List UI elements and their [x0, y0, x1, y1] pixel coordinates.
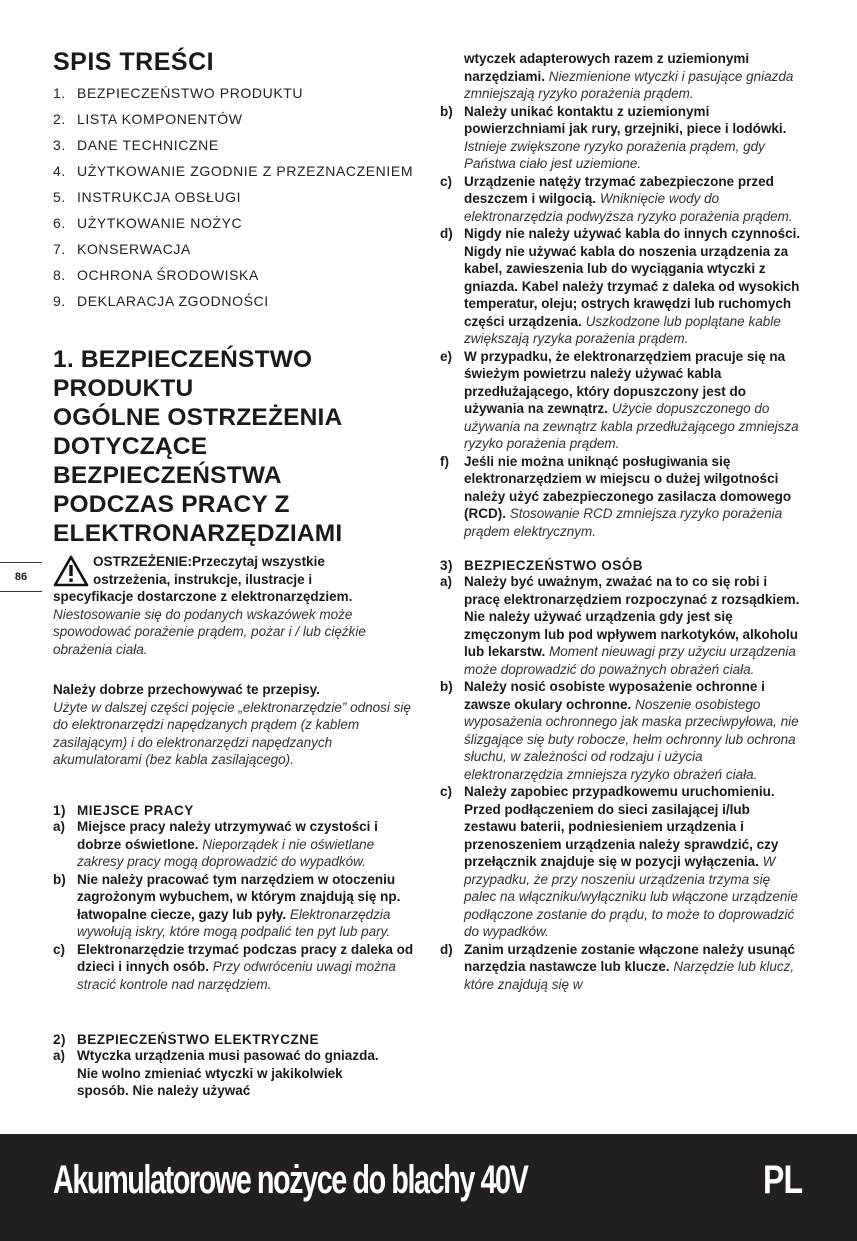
list-item: d) Nigdy nie należy używać kabla do innych czynności. Nigdy nie używać kabla do noszenia urządzenia za kabel, zawieszenia lub do wyciągania wtyczki z gniazda. Kabel należy trzymać z daleka od wysokich temperatur, oleju; ostrych krawędzi lub ruchomych części urządzenia. Uszkodzone lub poplątane kable zwiększają ryzyka porażenia prądem.	[440, 226, 801, 346]
warning-line: specyfikacje dostarczone z elektronarzędziem.	[53, 589, 353, 604]
list-item: d) Zanim urządzenie zostanie włączone należy usunąć narzędzia nastawcze lub klucze. Narzędzie lub klucz, które znajdują się w	[440, 941, 795, 992]
keep-instructions	[53, 681, 423, 769]
keep-heading: Należy dobrze przechowywać te przepisy.	[53, 682, 320, 697]
toc-item: 4. UŻYTKOWANIE ZGODNIE Z PRZEZNACZENIEM	[53, 163, 414, 179]
list-item: a) Należy być uważnym, zważać na to co się robi i pracę elektronarzędziem rozpoczynać z rozsądkiem. Nie należy używać urządzenia gdy jest się zmęczonym lub pod wpływem narkotyków, alkoholu lub lekarstw. Moment nieuwagi przy użyciu urządzenia może doprowadzić do poważnych obrażeń ciała.	[440, 574, 800, 677]
toc-item: 3. DANE TECHNICZNE	[53, 137, 219, 153]
list-item: c) Należy zapobiec przypadkowemu uruchomieniu. Przed podłączeniem do sieci zasilającej i/lub zestawu baterii, podniesieniem urządzenia i przenoszeniem urządzenia należy sprawdzić, czy przełącznik znajduje się w pozycji wyłączenia. W przypadku, że przy noszeniu urządzenia trzyma się palec na włączniku/wyłączniku lub włączone urządzenie podłączone zostanie do prądu, to może to doprowadzić do wypadków.	[440, 784, 798, 939]
warning-note: Niestosowanie się do podanych wskazówek może spowodować porażenie prądem, pożar i / lub ciężkie obrażenia ciała.	[53, 606, 366, 657]
right-column	[440, 50, 805, 993]
warning-triangle-icon	[53, 555, 89, 587]
toc-item: 9. DEKLARACJA ZGODNOŚCI	[53, 293, 269, 309]
table-of-contents	[53, 85, 423, 319]
list-item: a) Miejsce pracy należy utrzymywać w czystości i dobrze oświetlone. Nieporządek i nie oświetlane zakresy pracy mogą doprowadzić do wypadków.	[53, 819, 378, 869]
page-number: 86	[0, 562, 42, 592]
warning-heading: OSTRZEŻENIE:Przeczytaj wszystkie	[93, 554, 325, 569]
list-item-continued: wtyczek adapterowych razem z uziemionymi narzędziami. Niezmienione wtyczki i pasujące gniazda zmniejszają ryzyko porażenia prądem.	[464, 51, 794, 101]
toc-title: SPIS TREŚCI	[53, 48, 215, 76]
language-code: PL	[763, 1158, 803, 1202]
list-item: e) W przypadku, że elektronarzędziem pracuje się na świeżym powietrzu należy używać kabla przedłużającego, który dopuszczony jest do używania na zewnątrz. Użycie dopuszczonego do używania na zewnątrz kabla przedłużającego zmniejsza ryzyko porażenia prądem.	[440, 348, 799, 451]
workplace-section	[53, 803, 418, 993]
list-item: b) Należy nosić osobiste wyposażenie ochronne i zawsze okulary ochronne. Noszenie osobistego wyposażenia ochronnego jak maska przeciwpyłowa, nie ślizgające się buty robocze, hełm ochronny lub ochrona słuchu, w zależności od rodzaju i użycia elektronarzędzia zmniejsza ryzyko obrażeń ciała.	[440, 679, 799, 782]
list-item: f) Jeśli nie można uniknąć posługiwania się elektronarzędziem w miejscu o dużej wilgotności należy użyć zabezpieczonego zasilacza domowego (RCD). Stosowanie RCD zmniejsza ryzyko porażenia prądem elektrycznym.	[440, 453, 792, 539]
warning-block	[53, 553, 418, 658]
toc-item: 5. INSTRUKCJA OBSŁUGI	[53, 189, 242, 205]
toc-item: 6. UŻYTKOWANIE NOŻYC	[53, 215, 243, 231]
warning-line: ostrzeżenia, instrukcje, ilustracje i	[93, 571, 313, 587]
list-item: b) Należy unikać kontaktu z uziemionymi powierzchniami jak rury, grzejniki, piece i lodówki. Istnieje zwiększone ryzyko porażenia prądem, gdy Państwa ciało jest uziemione.	[440, 103, 787, 171]
keep-note: Użyte w dalszej części pojęcie „elektronarzędzie” odnosi się do elektronarzędzi napędzanych prądem (z kablem zasilającym) i do elektronarzędzi napędzanych akumulatorami (bez kabla zasilającego).	[53, 699, 411, 767]
list-item: c) Urządzenie natęży trzymać zabezpieczone przed deszczem i wilgocią. Wniknięcie wody do elektronarzędzia podwyższa ryzyko porażenia prądem.	[440, 173, 793, 224]
list-item: a) Wtyczka urządzenia musi pasować do gniazda. Nie wolno zmieniać wtyczki w jakikolwiek sposób. Nie należy używać	[53, 1048, 379, 1098]
footer-title: Akumulatorowe nożyce do blachy 40V	[53, 1158, 528, 1202]
toc-item: 7. KONSERWACJA	[53, 241, 191, 257]
list-item: b) Nie należy pracować tym narzędziem w otoczeniu zagrożonym wybuchem, w którym znajdują się np. łatwopalne ciecze, gazy lub pyły. Elektronarzędzia wywołują iskry, które mogą podpalić ten pyt lub pary.	[53, 871, 401, 939]
electrical-section	[53, 1032, 383, 1100]
personal-heading: 3) BEZPIECZEŃSTWO OSÓB	[440, 558, 644, 573]
toc-item: 1. BEZPIECZEŃSTWO PRODUKTU	[53, 85, 304, 101]
electrical-heading: 2) BEZPIECZEŃSTWO ELEKTRYCZNE	[53, 1032, 320, 1047]
workplace-heading: 1) MIEJSCE PRACY	[53, 803, 194, 818]
list-item: c) Elektronarzędzie trzymać podczas pracy z daleka od dzieci i innych osób. Przy odwróceniu uwagi można stracić kontrole nad narzędziem.	[53, 941, 414, 992]
toc-item: 2. LISTA KOMPONENTÓW	[53, 111, 243, 127]
section-title: 1. BEZPIECZEŃSTWO PRODUKTU OGÓLNE OSTRZEŻENIA DOTYCZĄCE BEZPIECZEŃSTWA PODCZAS PRACY Z ELEKTRONARZĘDZIAMI	[53, 346, 343, 547]
toc-item: 8. OCHRONA ŚRODOWISKA	[53, 267, 259, 283]
